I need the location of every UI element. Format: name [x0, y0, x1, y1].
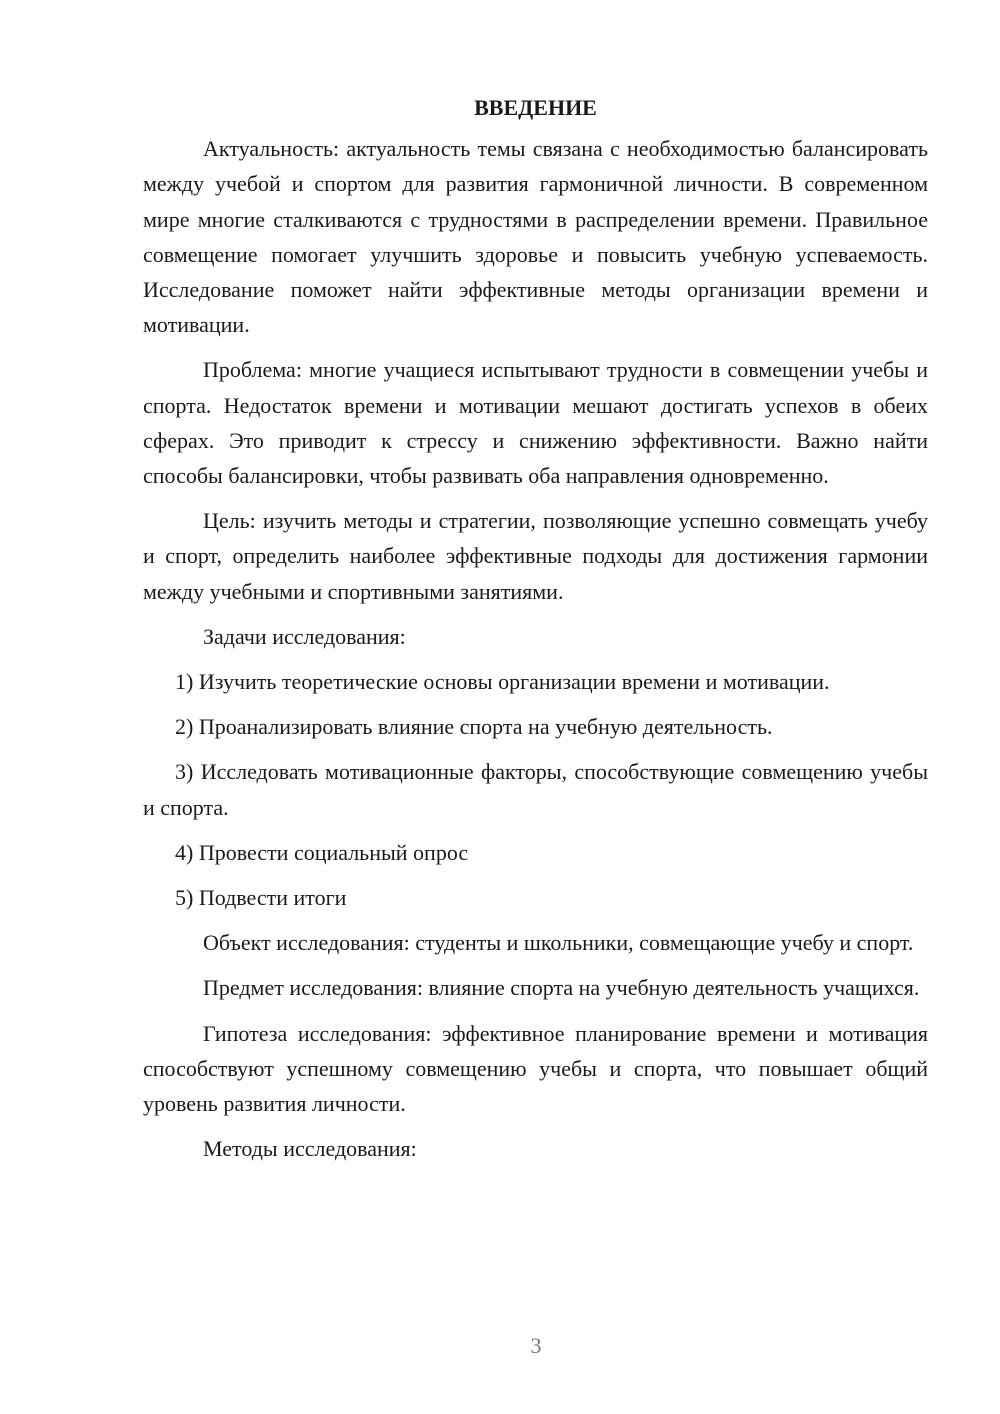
paragraph-relevance: Актуальность: актуальность темы связана с необходимостью балансировать между учебой и спортом для развития гармоничной личности. В современном мире многие сталкиваются с трудностями в распределении времени. Правильное совмещение помогает улучшить здоровье и повысить учебную успеваемость. Исследование поможет найти эффективные методы организации времени и мотивации.	[143, 136, 928, 338]
paragraph-tasks-intro: Задачи исследования:	[203, 623, 406, 649]
page-number: 3	[530, 1333, 542, 1358]
task-item-2: 2) Проанализировать влияние спорта на учебную деятельность.	[175, 714, 773, 740]
paragraph-methods: Методы исследования:	[203, 1136, 417, 1162]
task-item-3: 3) Исследовать мотивационные факторы, способствующие совмещению учебы и спорта.	[143, 759, 928, 820]
task-item-1: 1) Изучить теоретические основы организации времени и мотивации.	[175, 669, 830, 695]
paragraph-goal: Цель: изучить методы и стратегии, позволяющие успешно совмещать учебу и спорт, определить наиболее эффективные подходы для достижения гармонии между учебными и спортивными занятиями.	[143, 508, 928, 604]
paragraph-problem: Проблема: многие учащиеся испытывают трудности в совмещении учебы и спорта. Недостаток времени и мотивации мешают достигать успехов в обеих сферах. Это приводит к стрессу и снижению эффективности. Важно найти способы балансировки, чтобы развивать оба направления одновременно.	[143, 357, 928, 489]
paragraph-subject: Предмет исследования: влияние спорта на учебную деятельность учащихся.	[203, 975, 920, 1001]
task-item-4: 4) Провести социальный опрос	[175, 839, 469, 865]
section-heading: ВВЕДЕНИЕ	[474, 95, 597, 120]
task-item-5: 5) Подвести итоги	[175, 885, 347, 911]
document-page	[143, 90, 928, 1176]
paragraph-object: Объект исследования: студенты и школьники, совмещающие учебу и спорт.	[203, 930, 914, 956]
paragraph-hypothesis: Гипотеза исследования: эффективное планирование времени и мотивация способствуют успешному совмещению учебы и спорта, что повышает общий уровень развития личности.	[143, 1020, 928, 1117]
